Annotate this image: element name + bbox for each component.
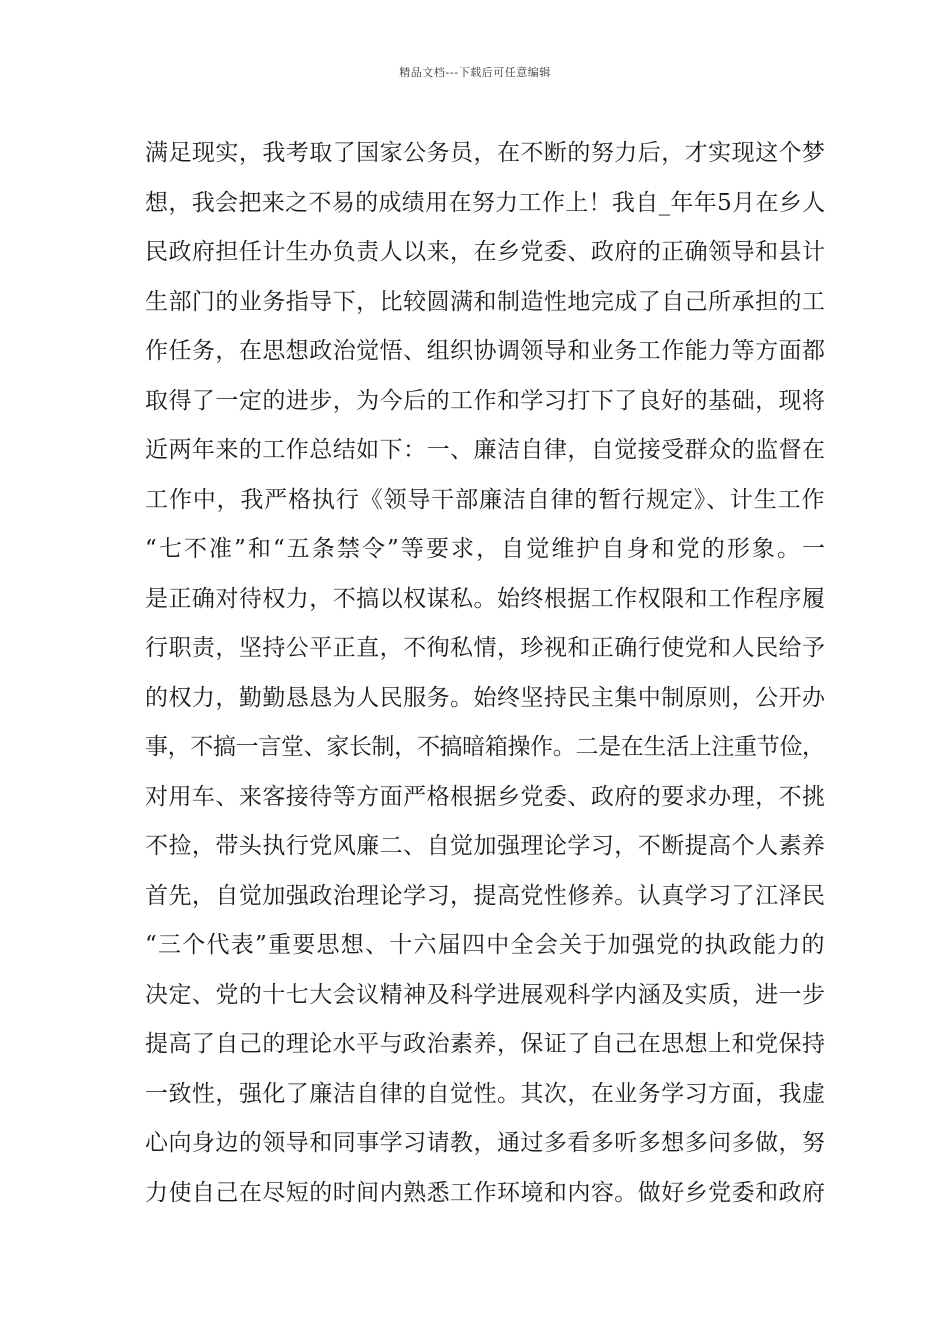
text-line: 力使自己在尽短的时间内熟悉工作环境和内容。做好乡党委和政府 — [145, 1179, 826, 1206]
text-line: 想，我会把来之不易的成绩用在努力工作上！我自_年年5月在乡人 — [145, 189, 826, 216]
text-line: 事，不搞一言堂、家长制，不搞暗箱操作。二是在生活上注重节俭， — [145, 734, 825, 760]
text-line: 对用车、来客接待等方面严格根据乡党委、政府的要求办理，不挑 — [145, 783, 826, 810]
text-line: 生部门的业务指导下，比较圆满和制造性地完成了自己所承担的工 — [145, 288, 826, 315]
text-line: 工作中，我严格执行《领导干部廉洁自律的暂行规定》、计生工作 — [145, 486, 826, 513]
text-line: 首先，自觉加强政治理论学习，提高党性修养。认真学习了江泽民 — [145, 882, 826, 909]
text-line: 民政府担任计生办负责人以来，在乡党委、政府的正确领导和县计 — [145, 239, 826, 265]
text-line: 是正确对待权力，不搞以权谋私。始终根据工作权限和工作程序履 — [145, 585, 826, 612]
text-line: 行职责，坚持公平正直，不徇私情，珍视和正确行使党和人民给予 — [145, 635, 826, 661]
text-line: 满足现实，我考取了国家公务员，在不断的努力后，才实现这个梦 — [145, 140, 826, 166]
text-line: 一致性，强化了廉洁自律的自觉性。其次，在业务学习方面，我虚 — [145, 1080, 826, 1107]
text-line: “三个代表”重要思想、十六届四中全会关于加强党的执政能力的 — [145, 932, 826, 958]
text-line: 提高了自己的理论水平与政治素养，保证了自己在思想上和党保持 — [145, 1031, 826, 1057]
page-header: 精品文档---下载后可任意编辑 — [399, 66, 551, 79]
text-line: 近两年来的工作总结如下：一、廉洁自律，自觉接受群众的监督在 — [145, 437, 826, 463]
text-line: 决定、党的十七大会议精神及科学进展观科学内涵及实质，进一步 — [145, 981, 826, 1008]
text-line: “七不准”和“五条禁令”等要求，自觉维护自身和党的形象。一 — [145, 536, 828, 562]
text-line: 不捡，带头执行党风廉二、自觉加强理论学习，不断提高个人素养 — [145, 833, 826, 859]
text-line: 心向身边的领导和同事学习请教，通过多看多听多想多问多做，努 — [145, 1130, 826, 1156]
text-line: 取得了一定的进步，为今后的工作和学习打下了良好的基础，现将 — [145, 387, 826, 414]
text-line: 的权力，勤勤恳恳为人民服务。始终坚持民主集中制原则，公开办 — [145, 684, 826, 711]
body-text — [145, 133, 828, 1222]
text-line: 作任务，在思想政治觉悟、组织协调领导和业务工作能力等方面都 — [145, 338, 826, 364]
